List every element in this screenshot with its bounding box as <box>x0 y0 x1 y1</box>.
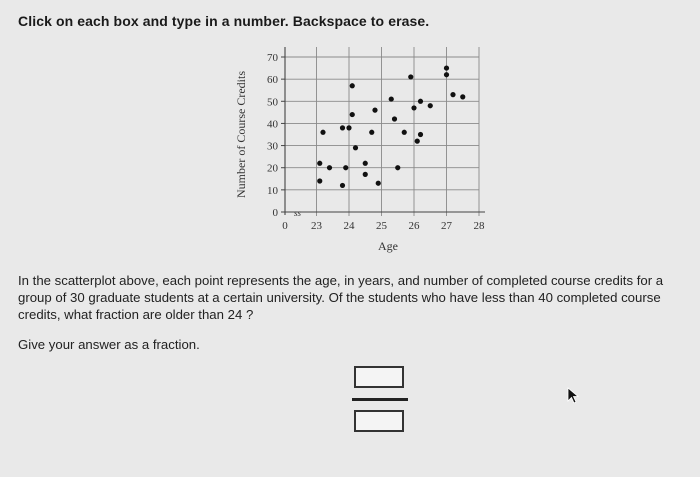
data-point <box>327 165 332 170</box>
y-tick-label: 70 <box>267 52 278 64</box>
data-point <box>402 130 407 135</box>
data-point <box>372 108 377 113</box>
data-point <box>395 165 400 170</box>
data-point <box>346 125 351 130</box>
data-point <box>389 96 394 101</box>
data-point <box>317 161 322 166</box>
y-tick-label: 40 <box>267 118 278 131</box>
denominator-input[interactable] <box>354 410 404 432</box>
data-point <box>418 99 423 104</box>
scatterplot <box>230 40 510 260</box>
data-point <box>376 181 381 186</box>
data-point <box>418 132 423 137</box>
y-tick-label: 60 <box>267 74 278 87</box>
data-point <box>340 125 345 130</box>
answer-prompt: Give your answer as a fraction. <box>18 337 200 352</box>
scatterplot-svg <box>230 40 510 260</box>
data-point <box>317 178 322 183</box>
data-point <box>350 83 355 88</box>
x-tick-label: 23 <box>311 220 322 232</box>
mouse-pointer-icon <box>567 387 581 405</box>
data-point <box>343 165 348 170</box>
data-point <box>392 116 397 121</box>
data-point <box>363 172 368 177</box>
data-point <box>369 130 374 135</box>
fraction-input <box>352 366 408 438</box>
data-point <box>415 139 420 144</box>
x-axis-title: Age <box>378 239 398 253</box>
data-point <box>444 72 449 77</box>
instruction-text: Click on each box and type in a number. Backspace to erase. <box>18 13 430 29</box>
data-point <box>350 112 355 117</box>
x-tick-label: 28 <box>473 220 485 232</box>
y-tick-label: 20 <box>267 162 278 175</box>
data-point <box>320 130 325 135</box>
question-text: In the scatterplot above, each point represents the age, in years, and number of completed course credits for a group of 30 graduate students at a certain university. Of the students who have less than 40 completed course credits, what fraction are older than 24 ? <box>18 273 664 322</box>
y-tick-label: 10 <box>267 184 278 197</box>
fraction-bar <box>352 398 408 401</box>
axis-break-label: ss <box>294 208 302 218</box>
data-point <box>444 65 449 70</box>
data-point <box>428 103 433 108</box>
y-tick-label: 0 <box>272 207 278 219</box>
data-point <box>363 161 368 166</box>
x-tick-label: 0 <box>282 220 288 232</box>
data-point <box>353 145 358 150</box>
data-point <box>408 74 413 79</box>
data-point <box>411 105 416 110</box>
y-tick-label: 30 <box>267 140 278 153</box>
x-tick-label: 26 <box>408 220 420 232</box>
x-tick-label: 24 <box>343 220 355 232</box>
numerator-input[interactable] <box>354 366 404 388</box>
data-point <box>340 183 345 188</box>
data-point <box>450 92 455 97</box>
x-tick-label: 27 <box>441 220 452 232</box>
data-point <box>460 94 465 99</box>
y-tick-label: 50 <box>267 96 278 109</box>
x-tick-label: 25 <box>376 220 387 232</box>
y-axis-title: Number of Course Credits <box>234 71 248 198</box>
